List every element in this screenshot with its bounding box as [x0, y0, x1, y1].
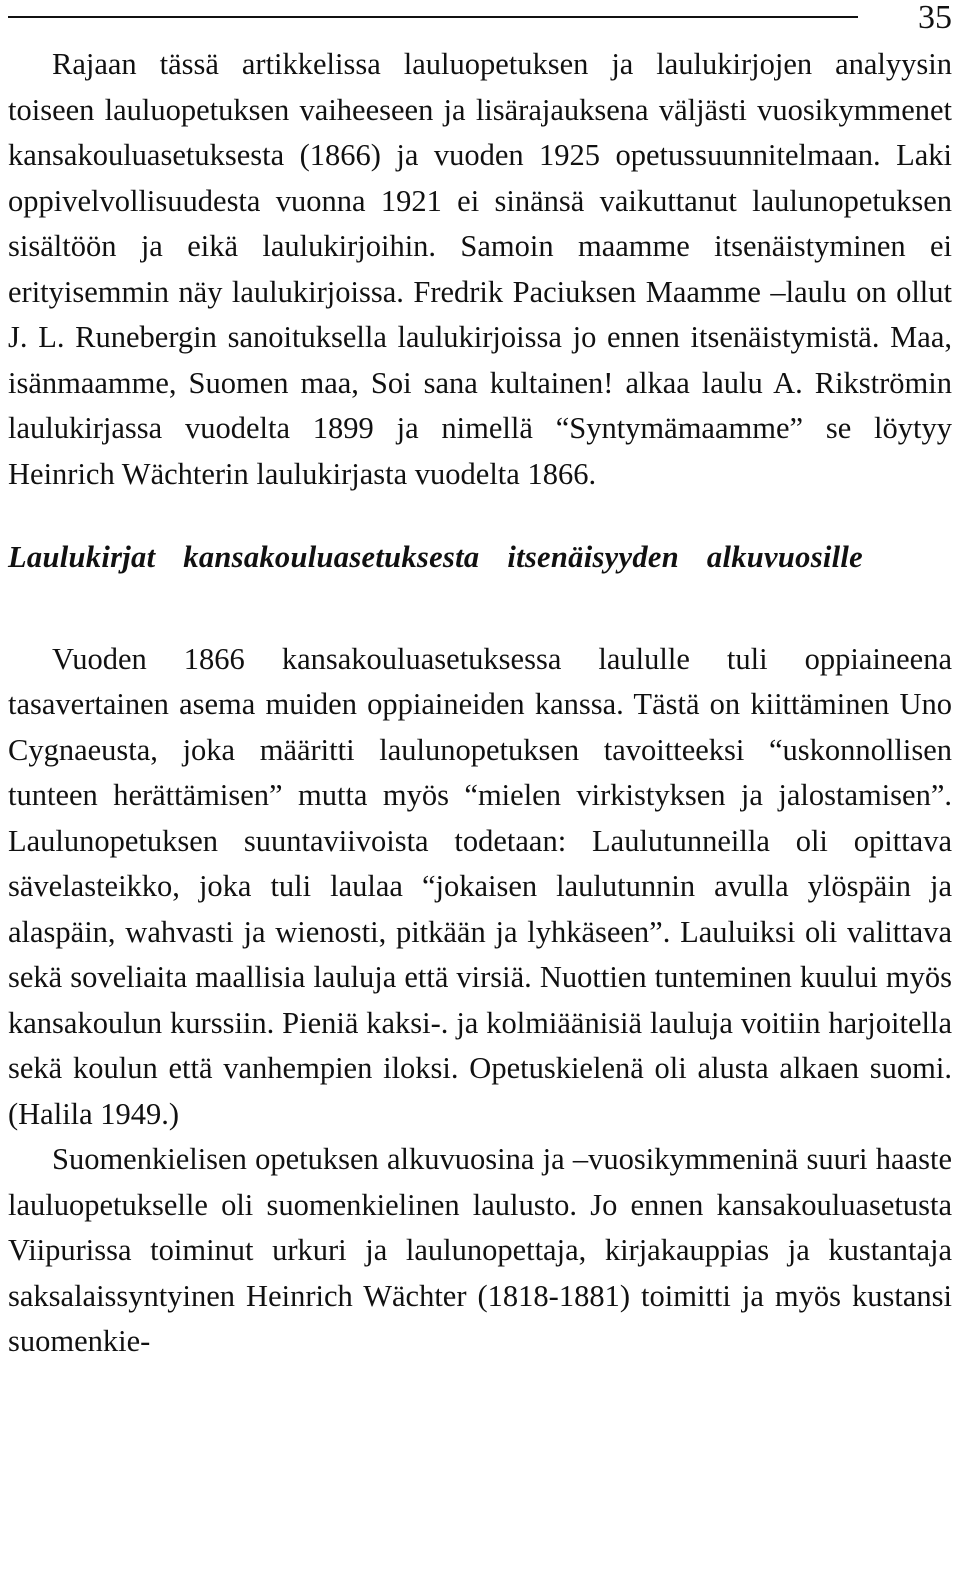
page-header: [0, 0, 960, 40]
page-body: [8, 42, 952, 1365]
section-heading-text: Laulukirjat kansakouluasetuksesta itsenäisyyden alkuvuosille: [8, 540, 864, 574]
paragraph-intro: Rajaan tässä artikkelissa lauluopetuksen ja laulukirjojen analyysin toiseen lauluopetuksen vaiheeseen ja lisärajauksena väljästi vuosikymmenet kansakouluasetuksesta (1866) ja vuoden 1925 opetussuunnitelmaan. Laki oppivelvollisuudesta vuonna 1921 ei sinänsä vaikuttanut laulunopetuksen sisältöön ja eikä laulukirjoihin. Samoin maamme itsenäistyminen ei erityisemmin näy laulukirjoissa. Fredrik Paciuksen Maamme –laulu on ollut J. L. Runebergin sanoituksella laulukirjoissa jo ennen itsenäistymistä. Maa, isänmaamme, Suomen maa, Soi sana kultainen! alkaa laulu A. Rikströmin laulukirjassa vuodelta 1899 ja nimellä “Syntymämaamme” se löytyy Heinrich Wächterin laulukirjasta vuodelta 1866.: [8, 47, 952, 491]
heading-spacer: [8, 581, 952, 637]
paragraph-finnish-repertoire: Suomenkielisen opetuksen alkuvuosina ja –vuosikymmeninä suuri haaste lauluopetukselle oli suomenkielinen laulusto. Jo ennen kansakouluasetusta Viipurissa toiminut urkuri ja laulunopettaja, kirjakauppias ja kustantaja saksalaissyntyinen Heinrich Wächter (1818-1881) toimitti ja myös kustansi suomenkie-: [8, 1142, 952, 1358]
paragraph-1866-decree: Vuoden 1866 kansakouluasetuksessa laululle tuli oppiaineena tasavertainen asema muiden oppiaineiden kanssa. Tästä on kiittäminen Uno Cygnaeusta, joka määritti laulunopetuksen tavoitteeksi “uskonnollisen tunteen herättämisen” mutta myös “mielen virkistyksen ja jalostamisen”. Laulunopetuksen suuntaviivoista todetaan: Laulutunneilla oli opittava sävelasteikko, joka tuli laulaa “jokaisen laulutunnin avulla ylöspäin ja alaspäin, wahvasti ja wienosti, pitkään ja lyhkäseen”. Lauluiksi oli valittava sekä soveliaita maallisia lauluja että virsiä. Nuottien tunteminen kuului myös kansakoulun kurssiin. Pieniä kaksi-. ja kolmiäänisiä lauluja voitiin harjoitella sekä koulun että vanhempien iloksi. Opetuskielenä oli alusta alkaen suomi. (Halila 1949.): [8, 641, 952, 1131]
header-rule: [8, 16, 858, 18]
section-heading: [8, 535, 952, 581]
page-number: 35: [918, 0, 952, 36]
